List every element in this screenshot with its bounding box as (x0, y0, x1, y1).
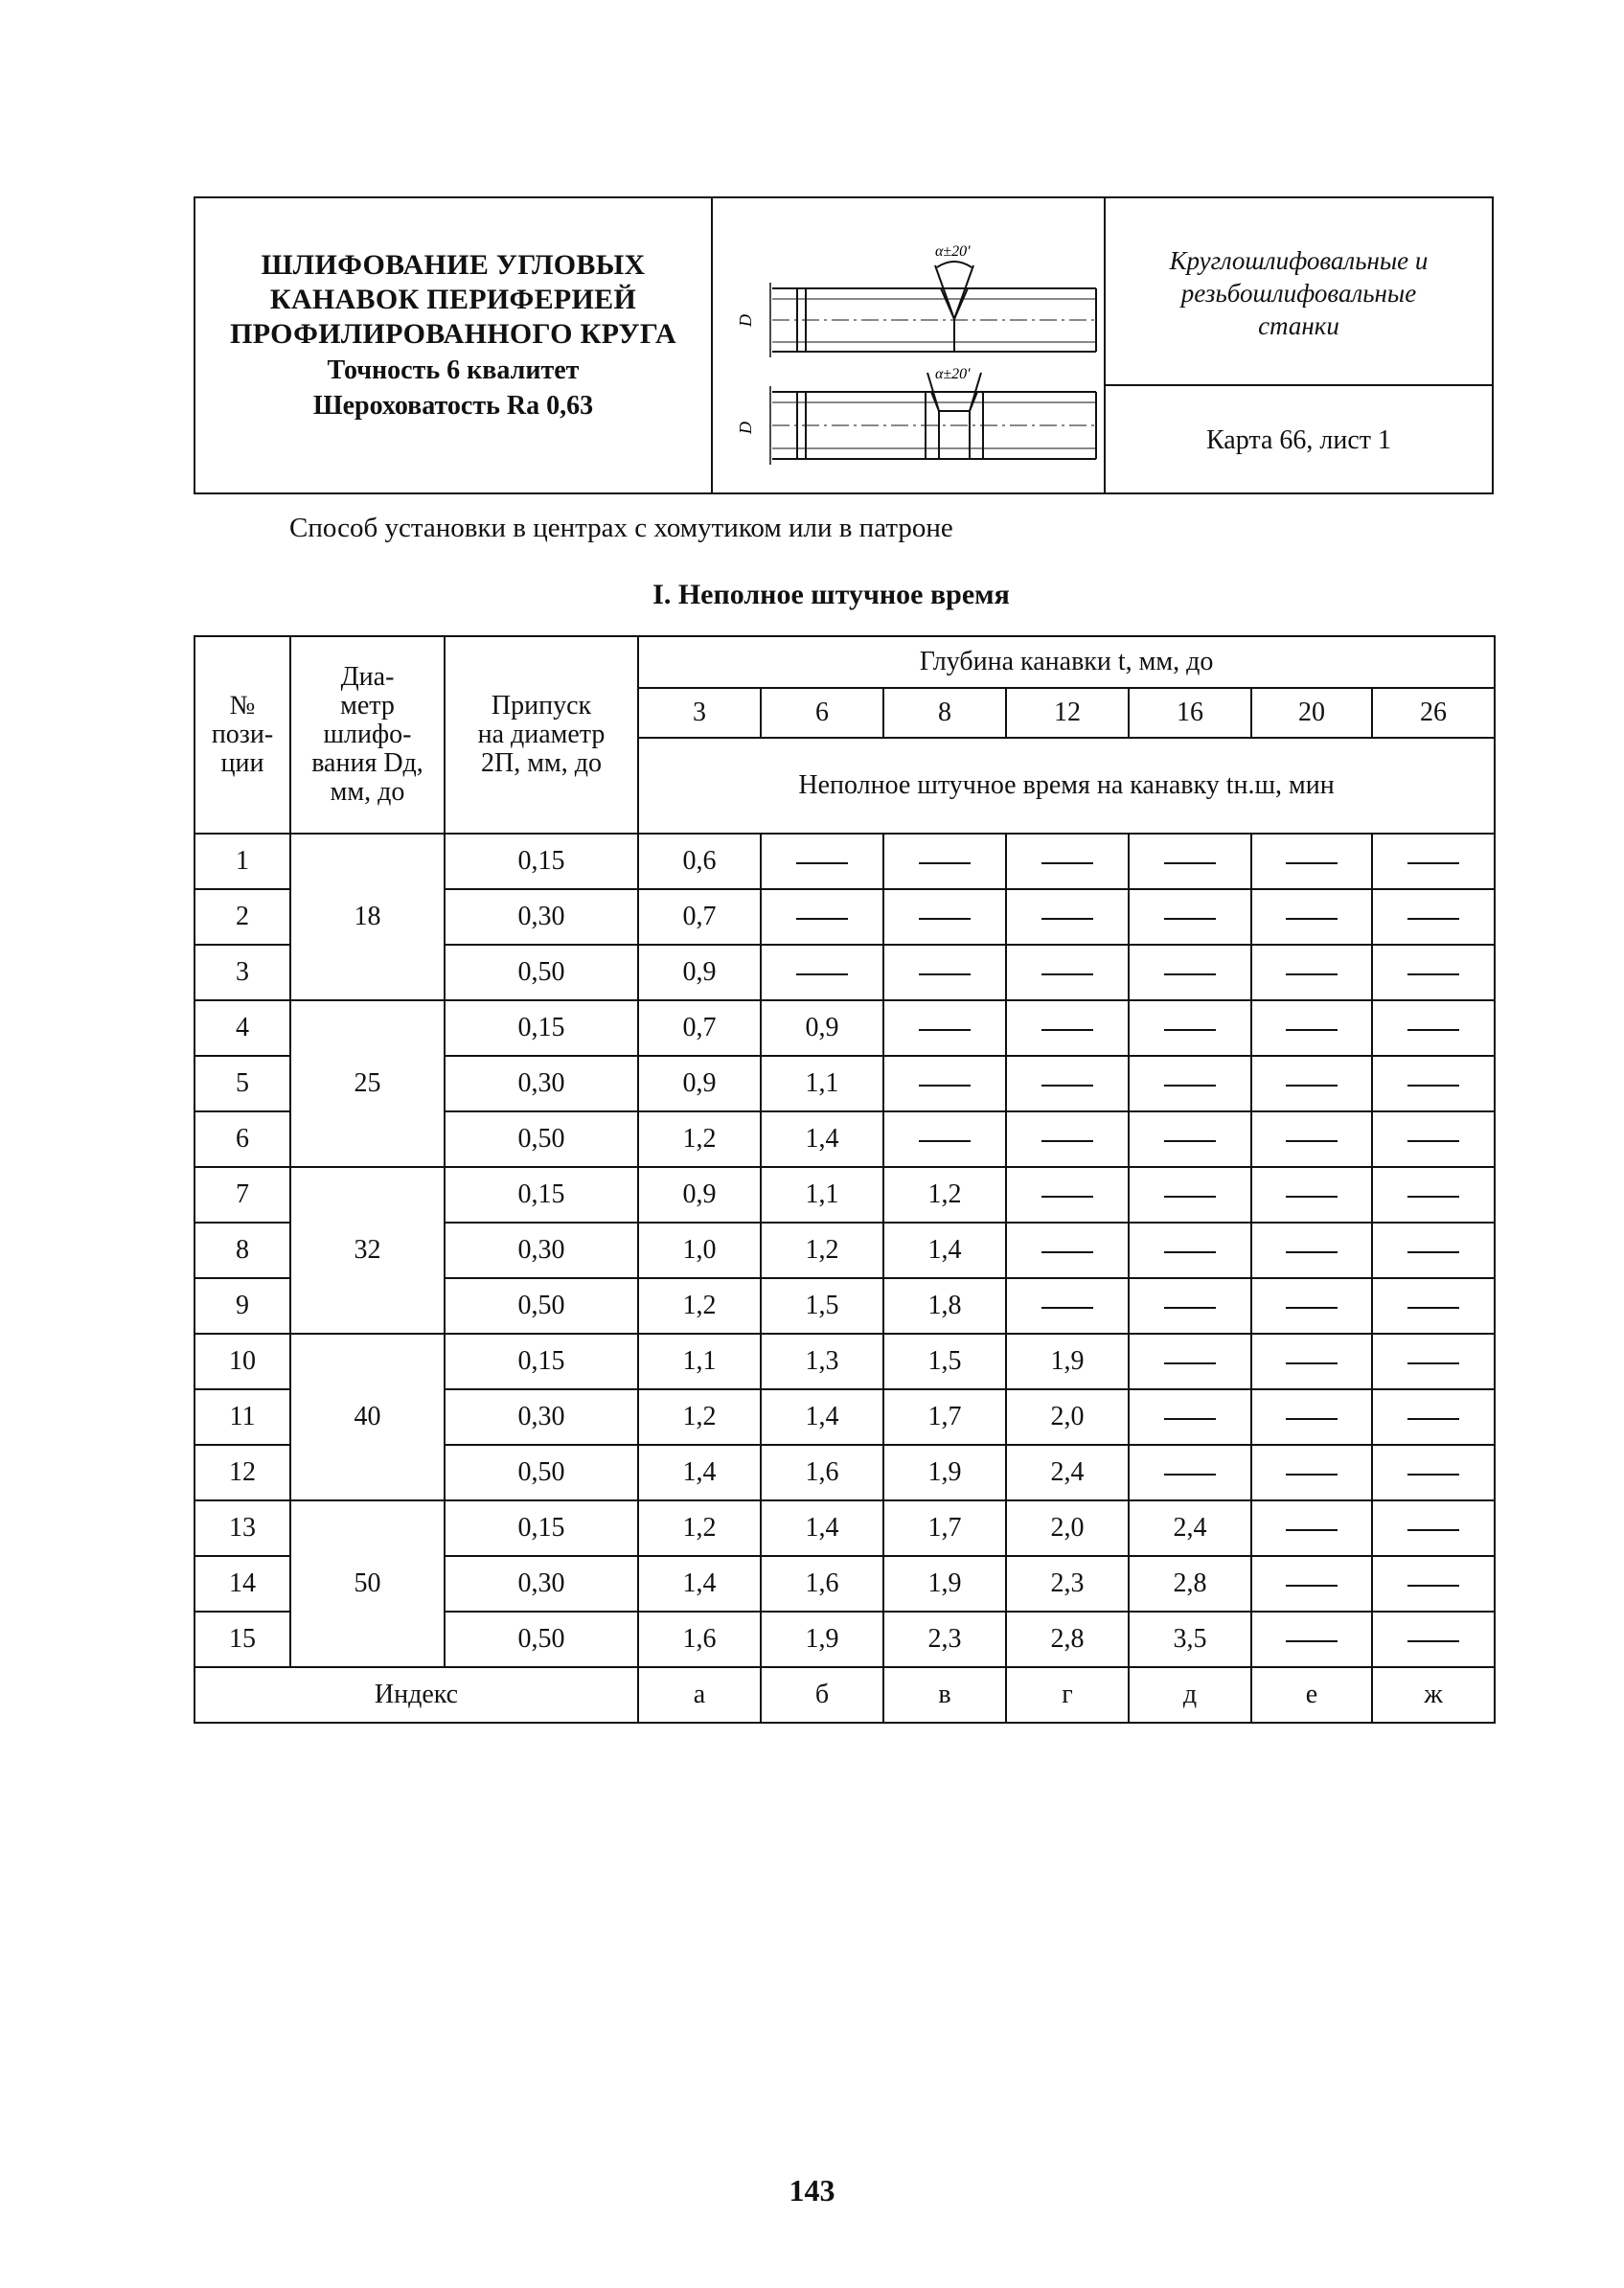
time-value-cell: 1,4 (761, 1500, 883, 1556)
depth-header-cell: 12 (1006, 688, 1129, 738)
time-value-cell: 1,9 (883, 1556, 1006, 1612)
time-value-cell (1129, 1445, 1251, 1500)
header-position-number (194, 636, 290, 834)
index-value-cell: г (1006, 1667, 1129, 1723)
dash-mark (1407, 1585, 1459, 1587)
dash-mark (1286, 1418, 1338, 1420)
allowance-cell: 0,50 (445, 1278, 638, 1334)
dash-mark (1164, 1029, 1216, 1031)
dash-mark (1041, 1307, 1093, 1309)
time-value-cell: 1,7 (883, 1389, 1006, 1445)
machine-type-line: резьбошлифовальные (1180, 279, 1417, 308)
table-row (194, 1000, 1495, 1056)
time-value-cell: 1,2 (638, 1111, 761, 1167)
allowance-cell: 0,30 (445, 1223, 638, 1278)
dash-mark (1164, 1307, 1216, 1309)
time-value-cell (1251, 1223, 1372, 1278)
dash-mark (1407, 1029, 1459, 1031)
header-diameter-line: Диа- (340, 662, 395, 692)
allowance-cell: 0,50 (445, 1111, 638, 1167)
time-value-cell (1372, 1167, 1495, 1223)
sketch-dimension-label-upper: D (736, 314, 755, 327)
sketch-part-upper (770, 262, 1096, 357)
depth-header-cell: 3 (638, 688, 761, 738)
allowance-cell: 0,15 (445, 1500, 638, 1556)
dash-mark (1407, 862, 1459, 864)
diameter-cell: 40 (290, 1334, 445, 1500)
time-value-cell: 1,1 (761, 1167, 883, 1223)
time-value-cell (1129, 1389, 1251, 1445)
dash-mark (1164, 1418, 1216, 1420)
time-value-cell: 1,2 (761, 1223, 883, 1278)
time-value-cell: 0,9 (638, 1056, 761, 1111)
time-value-cell: 0,9 (638, 1167, 761, 1223)
time-value-cell (1251, 889, 1372, 945)
dash-mark (1041, 862, 1093, 864)
time-value-cell: 2,8 (1129, 1556, 1251, 1612)
dash-mark (1407, 1640, 1459, 1642)
time-value-cell (1372, 1445, 1495, 1500)
dash-mark (1286, 1307, 1338, 1309)
dash-mark (919, 1085, 971, 1087)
section-title: I. Неполное штучное время (652, 579, 1010, 610)
time-value-cell: 1,4 (761, 1389, 883, 1445)
dash-mark (1286, 1196, 1338, 1198)
header-time-description: Неполное штучное время на канавку tн.ш, мин (638, 738, 1495, 834)
time-value-cell (1129, 834, 1251, 889)
time-value-cell: 1,5 (883, 1334, 1006, 1389)
time-value-cell (1251, 1111, 1372, 1167)
header-allowance (445, 636, 638, 834)
time-value-cell: 0,7 (638, 1000, 761, 1056)
dash-mark (1164, 862, 1216, 864)
time-value-cell (1251, 1000, 1372, 1056)
diameter-cell: 18 (290, 834, 445, 1000)
time-value-cell (1251, 1167, 1372, 1223)
time-value-cell (883, 889, 1006, 945)
dash-mark (1286, 1640, 1338, 1642)
header-diameter-line: вания Dд, (311, 748, 423, 778)
dash-mark (1407, 1362, 1459, 1364)
dash-mark (796, 862, 848, 864)
time-value-cell (1372, 1500, 1495, 1556)
header-diameter-line: мм, до (330, 777, 405, 807)
position-number-cell: 1 (194, 834, 290, 889)
dash-mark (1164, 1251, 1216, 1253)
time-value-cell (1006, 1223, 1129, 1278)
dash-mark (1286, 1140, 1338, 1142)
header-diameter-line: метр (340, 691, 395, 721)
index-value-cell: в (883, 1667, 1006, 1723)
time-value-cell (1129, 945, 1251, 1000)
header-position-line: пози- (211, 720, 274, 749)
position-number-cell: 10 (194, 1334, 290, 1389)
position-number-cell: 7 (194, 1167, 290, 1223)
groove-sketch-cell (713, 198, 1106, 492)
time-value-cell (1006, 1278, 1129, 1334)
time-value-cell (1372, 1111, 1495, 1167)
time-value-cell (1251, 1389, 1372, 1445)
time-value-cell (1372, 1278, 1495, 1334)
position-number-cell: 8 (194, 1223, 290, 1278)
time-value-cell (883, 945, 1006, 1000)
time-value-cell: 1,3 (761, 1334, 883, 1389)
dash-mark (1164, 1196, 1216, 1198)
time-value-cell (1372, 1056, 1495, 1111)
dash-mark (1164, 1140, 1216, 1142)
time-value-cell: 1,6 (638, 1612, 761, 1667)
time-value-cell (1372, 1389, 1495, 1445)
index-value-cell: е (1251, 1667, 1372, 1723)
dash-mark (1407, 1085, 1459, 1087)
card-number: Карта 66, лист 1 (1206, 425, 1391, 455)
index-value-cell: а (638, 1667, 761, 1723)
time-value-cell (1006, 889, 1129, 945)
time-value-cell: 1,7 (883, 1500, 1006, 1556)
allowance-cell: 0,50 (445, 945, 638, 1000)
header-allowance-line: на диаметр (477, 720, 606, 749)
dash-mark (1407, 1251, 1459, 1253)
position-number-cell: 5 (194, 1056, 290, 1111)
time-value-cell (883, 1111, 1006, 1167)
time-value-cell (1129, 1334, 1251, 1389)
time-value-cell: 2,4 (1006, 1445, 1129, 1500)
position-number-cell: 9 (194, 1278, 290, 1334)
diameter-cell: 32 (290, 1167, 445, 1334)
time-value-cell: 1,2 (883, 1167, 1006, 1223)
position-number-cell: 11 (194, 1389, 290, 1445)
table-body (194, 834, 1495, 1723)
time-value-cell: 1,1 (761, 1056, 883, 1111)
time-value-cell (761, 945, 883, 1000)
page-number: 143 (789, 2173, 835, 2208)
time-value-cell (1006, 1111, 1129, 1167)
machine-type-line: станки (1258, 311, 1339, 340)
time-value-cell: 1,4 (883, 1223, 1006, 1278)
depth-header-cell: 26 (1372, 688, 1495, 738)
index-value-cell: ж (1372, 1667, 1495, 1723)
time-value-cell: 2,4 (1129, 1500, 1251, 1556)
diameter-cell: 25 (290, 1000, 445, 1167)
table-row (194, 1334, 1495, 1389)
dash-mark (1164, 1474, 1216, 1476)
position-number-cell: 2 (194, 889, 290, 945)
time-value-cell (761, 834, 883, 889)
time-value-cell: 2,3 (1006, 1556, 1129, 1612)
position-number-cell: 4 (194, 1000, 290, 1056)
allowance-cell: 0,30 (445, 1056, 638, 1111)
dash-mark (1286, 918, 1338, 920)
dash-mark (919, 973, 971, 975)
header-position-line: ции (220, 748, 264, 778)
time-value-cell (1251, 1500, 1372, 1556)
dash-mark (1164, 1085, 1216, 1087)
dash-mark (1286, 1362, 1338, 1364)
diameter-cell: 50 (290, 1500, 445, 1667)
time-value-cell (1372, 1223, 1495, 1278)
time-norms-table (194, 635, 1496, 1724)
position-number-cell: 14 (194, 1556, 290, 1612)
dash-mark (919, 918, 971, 920)
time-value-cell (761, 889, 883, 945)
time-value-cell (1251, 1556, 1372, 1612)
setup-method-text: Способ установки в центрах с хомутиком или в патроне (289, 513, 953, 543)
time-value-cell: 1,2 (638, 1278, 761, 1334)
index-row (194, 1667, 1495, 1723)
time-value-cell (1129, 889, 1251, 945)
allowance-cell: 0,15 (445, 834, 638, 889)
time-value-cell (1372, 1334, 1495, 1389)
time-value-cell (1372, 945, 1495, 1000)
time-value-cell: 1,4 (638, 1556, 761, 1612)
dash-mark (796, 973, 848, 975)
operation-title-cell (195, 198, 713, 492)
header-position-line: № (229, 691, 256, 721)
time-value-cell (1129, 1000, 1251, 1056)
dash-mark (1041, 1140, 1093, 1142)
allowance-cell: 0,50 (445, 1445, 638, 1500)
dash-mark (1041, 1029, 1093, 1031)
time-value-cell (1251, 1278, 1372, 1334)
dash-mark (1286, 1251, 1338, 1253)
time-value-cell (1129, 1278, 1251, 1334)
time-value-cell: 1,2 (638, 1500, 761, 1556)
dash-mark (1041, 1251, 1093, 1253)
groove-sketch (713, 198, 1102, 492)
dash-mark (1407, 1307, 1459, 1309)
time-value-cell: 1,1 (638, 1334, 761, 1389)
operation-title-line: КАНАВОК ПЕРИФЕРИЕЙ (269, 284, 637, 315)
dash-mark (1286, 973, 1338, 975)
position-number-cell: 12 (194, 1445, 290, 1500)
index-value-cell: б (761, 1667, 883, 1723)
dash-mark (1407, 1418, 1459, 1420)
allowance-cell: 0,50 (445, 1612, 638, 1667)
allowance-cell: 0,15 (445, 1000, 638, 1056)
dash-mark (1164, 1362, 1216, 1364)
time-value-cell (883, 1056, 1006, 1111)
dash-mark (1164, 918, 1216, 920)
time-value-cell (1251, 1445, 1372, 1500)
sketch-angle-label-lower: α±20′ (935, 366, 971, 382)
sketch-part-lower (770, 373, 1096, 465)
time-value-cell (1006, 1056, 1129, 1111)
time-value-cell: 1,9 (883, 1445, 1006, 1500)
time-value-cell (1129, 1111, 1251, 1167)
dash-mark (1041, 1085, 1093, 1087)
time-value-cell: 3,5 (1129, 1612, 1251, 1667)
allowance-cell: 0,15 (445, 1167, 638, 1223)
depth-header-cell: 16 (1129, 688, 1251, 738)
time-value-cell (1251, 945, 1372, 1000)
machine-type-cell (1106, 198, 1492, 386)
time-value-cell: 0,9 (761, 1000, 883, 1056)
position-number-cell: 6 (194, 1111, 290, 1167)
time-value-cell (1372, 1556, 1495, 1612)
sketch-angle-label-upper: α±20′ (935, 243, 971, 260)
position-number-cell: 15 (194, 1612, 290, 1667)
index-label: Индекс (194, 1667, 638, 1723)
time-value-cell: 1,9 (761, 1612, 883, 1667)
table-row (194, 834, 1495, 889)
time-value-cell (1129, 1223, 1251, 1278)
dash-mark (1286, 1529, 1338, 1531)
time-value-cell (1129, 1167, 1251, 1223)
dash-mark (1407, 1529, 1459, 1531)
dash-mark (1407, 1474, 1459, 1476)
header-groove-depth: Глубина канавки t, мм, до (638, 636, 1495, 688)
time-value-cell (1372, 889, 1495, 945)
time-value-cell (883, 834, 1006, 889)
time-value-cell: 1,4 (638, 1445, 761, 1500)
time-value-cell: 2,0 (1006, 1500, 1129, 1556)
dash-mark (1041, 1196, 1093, 1198)
time-value-cell (1372, 1000, 1495, 1056)
depth-header-cell: 20 (1251, 688, 1372, 738)
time-value-cell: 1,9 (1006, 1334, 1129, 1389)
dash-mark (796, 918, 848, 920)
time-value-cell (1251, 834, 1372, 889)
time-value-cell (1251, 1612, 1372, 1667)
depth-header-cell: 6 (761, 688, 883, 738)
time-value-cell: 1,6 (761, 1445, 883, 1500)
header-diameter-line: шлифо- (323, 720, 412, 749)
dash-mark (1407, 973, 1459, 975)
allowance-cell: 0,30 (445, 1556, 638, 1612)
time-value-cell: 1,6 (761, 1556, 883, 1612)
time-value-cell: 2,0 (1006, 1389, 1129, 1445)
position-number-cell: 3 (194, 945, 290, 1000)
position-number-cell: 13 (194, 1500, 290, 1556)
operation-title-line: ПРОФИЛИРОВАННОГО КРУГА (230, 318, 676, 350)
header-diameter (290, 636, 445, 834)
dash-mark (1407, 1196, 1459, 1198)
time-value-cell (1006, 834, 1129, 889)
time-value-cell (1372, 834, 1495, 889)
allowance-cell: 0,15 (445, 1334, 638, 1389)
dash-mark (1041, 918, 1093, 920)
dash-mark (1164, 973, 1216, 975)
time-value-cell: 1,4 (761, 1111, 883, 1167)
dash-mark (919, 1029, 971, 1031)
dash-mark (1407, 918, 1459, 920)
dash-mark (1041, 973, 1093, 975)
time-value-cell: 1,2 (638, 1389, 761, 1445)
header-allowance-line: Припуск (491, 691, 592, 721)
table-row (194, 1500, 1495, 1556)
time-value-cell: 1,8 (883, 1278, 1006, 1334)
dash-mark (1407, 1140, 1459, 1142)
time-value-cell: 1,0 (638, 1223, 761, 1278)
time-value-cell (1006, 1167, 1129, 1223)
dash-mark (1286, 1474, 1338, 1476)
dash-mark (1286, 1085, 1338, 1087)
time-value-cell: 2,8 (1006, 1612, 1129, 1667)
index-value-cell: д (1129, 1667, 1251, 1723)
time-value-cell (1251, 1334, 1372, 1389)
dash-mark (1286, 1585, 1338, 1587)
time-value-cell: 0,9 (638, 945, 761, 1000)
time-value-cell (1006, 945, 1129, 1000)
machine-type-line: Круглошлифовальные и (1169, 246, 1429, 275)
dash-mark (1286, 1029, 1338, 1031)
time-value-cell: 2,3 (883, 1612, 1006, 1667)
allowance-cell: 0,30 (445, 1389, 638, 1445)
sketch-dimension-label-lower: D (736, 422, 755, 434)
operation-title-line: ШЛИФОВАНИЕ УГЛОВЫХ (261, 249, 646, 281)
time-value-cell: 0,7 (638, 889, 761, 945)
time-value-cell (883, 1000, 1006, 1056)
accuracy-text: Точность 6 квалитет (327, 355, 580, 385)
roughness-text: Шероховатость Ra 0,63 (312, 391, 594, 421)
depth-header-cell: 8 (883, 688, 1006, 738)
time-value-cell (1372, 1612, 1495, 1667)
time-value-cell (1251, 1056, 1372, 1111)
dash-mark (1286, 862, 1338, 864)
dash-mark (919, 1140, 971, 1142)
time-value-cell (1129, 1056, 1251, 1111)
time-value-cell (1006, 1000, 1129, 1056)
header-allowance-line: 2П, мм, до (481, 748, 602, 778)
header-block (194, 196, 1494, 494)
time-value-cell: 1,5 (761, 1278, 883, 1334)
dash-mark (919, 862, 971, 864)
table-row (194, 1167, 1495, 1223)
time-value-cell: 0,6 (638, 834, 761, 889)
allowance-cell: 0,30 (445, 889, 638, 945)
